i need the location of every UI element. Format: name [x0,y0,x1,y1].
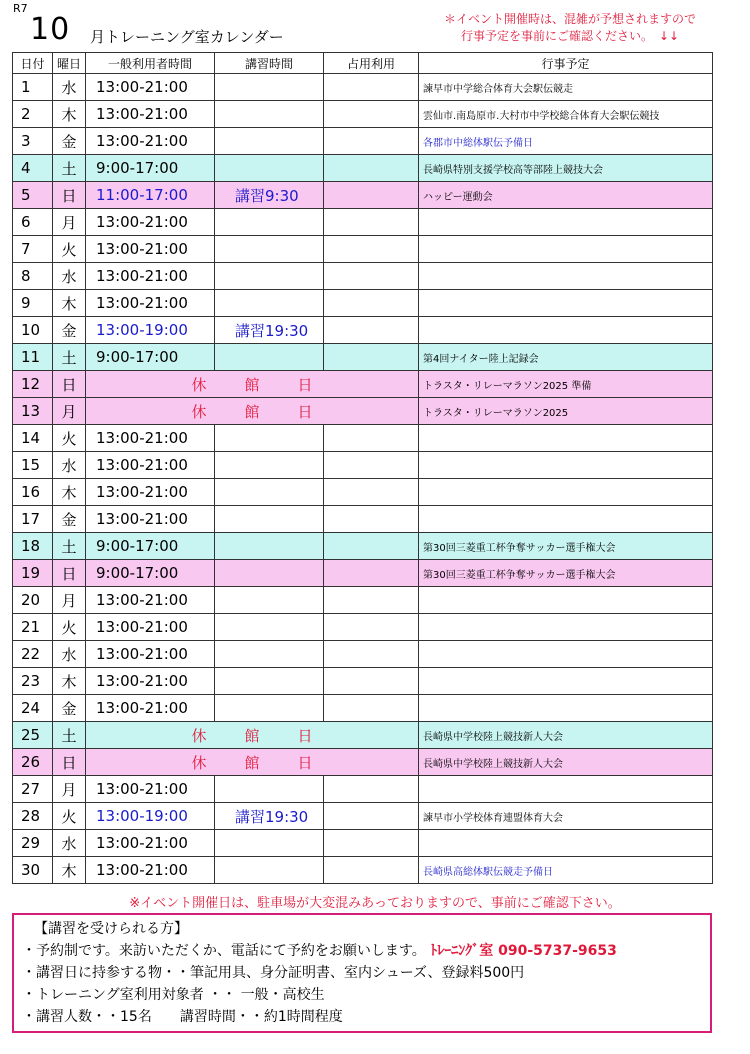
reserved-cell [324,479,419,506]
general-hours-cell: 11:00-17:00 [86,182,215,209]
event-cell: 第30回三菱重工杯争奪サッカー選手権大会 [419,533,713,560]
general-hours-cell: 13:00-21:00 [86,587,215,614]
day-cell: 金 [53,317,86,344]
day-cell: 金 [53,695,86,722]
lecture-cell [215,614,324,641]
general-hours-cell: 13:00-21:00 [86,425,215,452]
closed-cell: 休館日 [86,722,419,749]
event-cell: 各郡市中総体駅伝予備日 [419,128,713,155]
reserved-cell [324,857,419,884]
closed-cell: 休館日 [86,371,419,398]
parking-notice: ※イベント開催日は、駐車場が大変混みあっておりますので、事前にご確認下さい。 [129,896,621,911]
lecture-cell [215,830,324,857]
reserved-cell [324,560,419,587]
event-cell: 諫早市小学校体育連盟体育大会 [419,803,713,830]
calendar-body [13,74,713,884]
event-cell: トラスタ・リレーマラソン2025 [419,398,713,425]
date-cell: 15 [13,452,53,479]
lecture-info-box [12,913,712,1033]
table-row [13,452,713,479]
general-hours-cell: 9:00-17:00 [86,560,215,587]
date-cell: 10 [13,317,53,344]
event-cell [419,830,713,857]
table-row [13,74,713,101]
lecture-cell [215,209,324,236]
general-hours-cell: 13:00-21:00 [86,74,215,101]
day-cell: 金 [53,128,86,155]
day-cell: 木 [53,479,86,506]
col-header-general: 一般利用者時間 [86,53,215,74]
general-hours-cell: 13:00-21:00 [86,614,215,641]
lecture-cell [215,533,324,560]
date-cell: 12 [13,371,53,398]
calendar-table [12,52,713,884]
event-cell: 長崎県中学校陸上競技新人大会 [419,722,713,749]
lecture-cell [215,452,324,479]
lecture-cell [215,74,324,101]
reserved-cell [324,236,419,263]
table-row [13,182,713,209]
info-line-reservation [22,940,702,962]
event-cell [419,209,713,236]
table-row [13,641,713,668]
date-cell: 30 [13,857,53,884]
table-row [13,155,713,182]
reserved-cell [324,101,419,128]
table-row [13,587,713,614]
event-cell: 諫早市中学総合体育大会駅伝競走 [419,74,713,101]
event-cell [419,776,713,803]
general-hours-cell: 13:00-21:00 [86,290,215,317]
general-hours-cell: 13:00-21:00 [86,236,215,263]
event-notice [420,11,720,45]
general-hours-cell: 13:00-21:00 [86,695,215,722]
day-cell: 木 [53,101,86,128]
general-hours-cell: 13:00-19:00 [86,317,215,344]
day-cell: 土 [53,344,86,371]
info-heading: 【講習を受けられる方】 [34,921,188,937]
general-hours-cell: 9:00-17:00 [86,155,215,182]
lecture-cell [215,506,324,533]
general-hours-cell: 13:00-21:00 [86,101,215,128]
reserved-cell [324,614,419,641]
reserved-cell [324,506,419,533]
lecture-cell [215,263,324,290]
date-cell: 16 [13,479,53,506]
table-row [13,668,713,695]
reserved-cell [324,290,419,317]
col-header-day: 曜日 [53,53,86,74]
event-cell [419,506,713,533]
event-cell [419,317,713,344]
table-row [13,479,713,506]
day-cell: 土 [53,533,86,560]
lecture-cell [215,695,324,722]
table-row [13,344,713,371]
general-hours-cell: 13:00-21:00 [86,209,215,236]
lecture-cell [215,587,324,614]
day-cell: 土 [53,722,86,749]
general-hours-cell: 13:00-21:00 [86,479,215,506]
table-row [13,425,713,452]
reserved-cell [324,317,419,344]
phone-number[interactable]: ﾄﾚｰﾆﾝｸﾞ室 090-5737-9653 [430,943,617,959]
col-header-reserved: 占用利用 [324,53,419,74]
general-hours-cell: 13:00-21:00 [86,830,215,857]
table-row [13,857,713,884]
day-cell: 水 [53,641,86,668]
lecture-cell [215,236,324,263]
date-cell: 21 [13,614,53,641]
reserved-cell [324,182,419,209]
table-header-row [13,53,713,74]
date-cell: 19 [13,560,53,587]
table-row [13,290,713,317]
day-cell: 日 [53,182,86,209]
day-cell: 日 [53,371,86,398]
lecture-cell: 講習9:30 [215,182,324,209]
table-row [13,722,713,749]
date-cell: 28 [13,803,53,830]
event-cell [419,641,713,668]
date-cell: 3 [13,128,53,155]
table-row [13,506,713,533]
col-header-date: 日付 [13,53,53,74]
date-cell: 23 [13,668,53,695]
event-cell: ハッピー運動会 [419,182,713,209]
reserved-cell [324,155,419,182]
reserved-cell [324,641,419,668]
date-cell: 8 [13,263,53,290]
lecture-cell [215,344,324,371]
event-cell: 第30回三菱重工杯争奪サッカー選手権大会 [419,560,713,587]
table-row [13,101,713,128]
lecture-cell [215,101,324,128]
day-cell: 水 [53,452,86,479]
event-notice-line2: 行事予定を事前にご確認ください。 ↓↓ [460,29,680,43]
event-cell: トラスタ・リレーマラソン2025 準備 [419,371,713,398]
lecture-cell: 講習19:30 [215,803,324,830]
general-hours-cell: 13:00-19:00 [86,803,215,830]
general-hours-cell: 13:00-21:00 [86,506,215,533]
table-row [13,209,713,236]
general-hours-cell: 9:00-17:00 [86,533,215,560]
general-hours-cell: 13:00-21:00 [86,641,215,668]
table-row [13,236,713,263]
reserved-cell [324,587,419,614]
date-cell: 14 [13,425,53,452]
table-row [13,317,713,344]
general-hours-cell: 13:00-21:00 [86,452,215,479]
day-cell: 金 [53,506,86,533]
event-cell [419,236,713,263]
event-cell [419,425,713,452]
table-row [13,371,713,398]
day-cell: 火 [53,425,86,452]
event-cell [419,587,713,614]
reserved-cell [324,803,419,830]
general-hours-cell: 9:00-17:00 [86,344,215,371]
event-cell [419,452,713,479]
date-cell: 2 [13,101,53,128]
page-title: 月トレーニング室カレンダー [90,28,284,46]
event-cell [419,614,713,641]
reserved-cell [324,695,419,722]
date-cell: 20 [13,587,53,614]
reserved-cell [324,452,419,479]
table-row [13,533,713,560]
day-cell: 日 [53,749,86,776]
date-cell: 22 [13,641,53,668]
day-cell: 火 [53,236,86,263]
event-cell [419,263,713,290]
header [0,0,750,52]
info-line2: ・講習日に持参する物・・筆記用具、身分証明書、室内シューズ、登録料500円 [22,965,525,981]
info-line1: ・予約制です。来訪いただくか、電話にて予約をお願いします。 [22,943,426,959]
day-cell: 木 [53,668,86,695]
table-row [13,695,713,722]
lecture-cell [215,425,324,452]
lecture-cell [215,128,324,155]
day-cell: 水 [53,830,86,857]
table-row [13,803,713,830]
era-label: R7 [13,2,28,15]
day-cell: 火 [53,614,86,641]
date-cell: 25 [13,722,53,749]
reserved-cell [324,128,419,155]
event-cell: 長崎県高総体駅伝競走予備日 [419,857,713,884]
date-cell: 7 [13,236,53,263]
event-cell: 第4回ナイター陸上記録会 [419,344,713,371]
general-hours-cell: 13:00-21:00 [86,263,215,290]
lecture-cell [215,479,324,506]
date-cell: 6 [13,209,53,236]
date-cell: 4 [13,155,53,182]
info-line3: ・トレーニング室利用対象者 ・・ 一般・高校生 [22,987,325,1003]
event-notice-line1: ＊イベント開催時は、混雑が予想されますので [443,12,696,26]
reserved-cell [324,776,419,803]
day-cell: 月 [53,209,86,236]
table-row [13,263,713,290]
date-cell: 24 [13,695,53,722]
reserved-cell [324,74,419,101]
reserved-cell [324,533,419,560]
lecture-cell [215,290,324,317]
lecture-cell: 講習19:30 [215,317,324,344]
event-cell [419,290,713,317]
event-cell [419,668,713,695]
date-cell: 5 [13,182,53,209]
reserved-cell [324,668,419,695]
lecture-cell [215,155,324,182]
day-cell: 木 [53,857,86,884]
date-cell: 26 [13,749,53,776]
date-cell: 18 [13,533,53,560]
general-hours-cell: 13:00-21:00 [86,857,215,884]
day-cell: 月 [53,398,86,425]
reserved-cell [324,830,419,857]
table-row [13,398,713,425]
event-cell: 長崎県中学校陸上競技新人大会 [419,749,713,776]
table-row [13,560,713,587]
date-cell: 9 [13,290,53,317]
closed-cell: 休館日 [86,749,419,776]
table-row [13,614,713,641]
lecture-cell [215,776,324,803]
lecture-cell [215,857,324,884]
date-cell: 13 [13,398,53,425]
general-hours-cell: 13:00-21:00 [86,776,215,803]
date-cell: 17 [13,506,53,533]
closed-cell: 休館日 [86,398,419,425]
event-cell [419,479,713,506]
date-cell: 1 [13,74,53,101]
general-hours-cell: 13:00-21:00 [86,128,215,155]
date-cell: 29 [13,830,53,857]
date-cell: 27 [13,776,53,803]
col-header-events: 行事予定 [419,53,713,74]
reserved-cell [324,209,419,236]
day-cell: 土 [53,155,86,182]
col-header-lecture: 講習時間 [215,53,324,74]
reserved-cell [324,425,419,452]
event-cell [419,695,713,722]
event-cell: 長崎県特別支援学校高等部陸上競技大会 [419,155,713,182]
reserved-cell [324,263,419,290]
day-cell: 火 [53,803,86,830]
lecture-cell [215,641,324,668]
day-cell: 水 [53,263,86,290]
day-cell: 木 [53,290,86,317]
lecture-cell [215,560,324,587]
day-cell: 月 [53,587,86,614]
table-row [13,776,713,803]
day-cell: 日 [53,560,86,587]
reserved-cell [324,344,419,371]
table-row [13,830,713,857]
day-cell: 月 [53,776,86,803]
table-row [13,128,713,155]
date-cell: 11 [13,344,53,371]
day-cell: 水 [53,74,86,101]
table-row [13,749,713,776]
info-line4: ・講習人数・・15名 講習時間・・約1時間程度 [22,1009,343,1025]
lecture-cell [215,668,324,695]
event-cell: 雲仙市.南島原市.大村市中学校総合体育大会駅伝競技 [419,101,713,128]
month-number: 10 [30,12,71,47]
general-hours-cell: 13:00-21:00 [86,668,215,695]
